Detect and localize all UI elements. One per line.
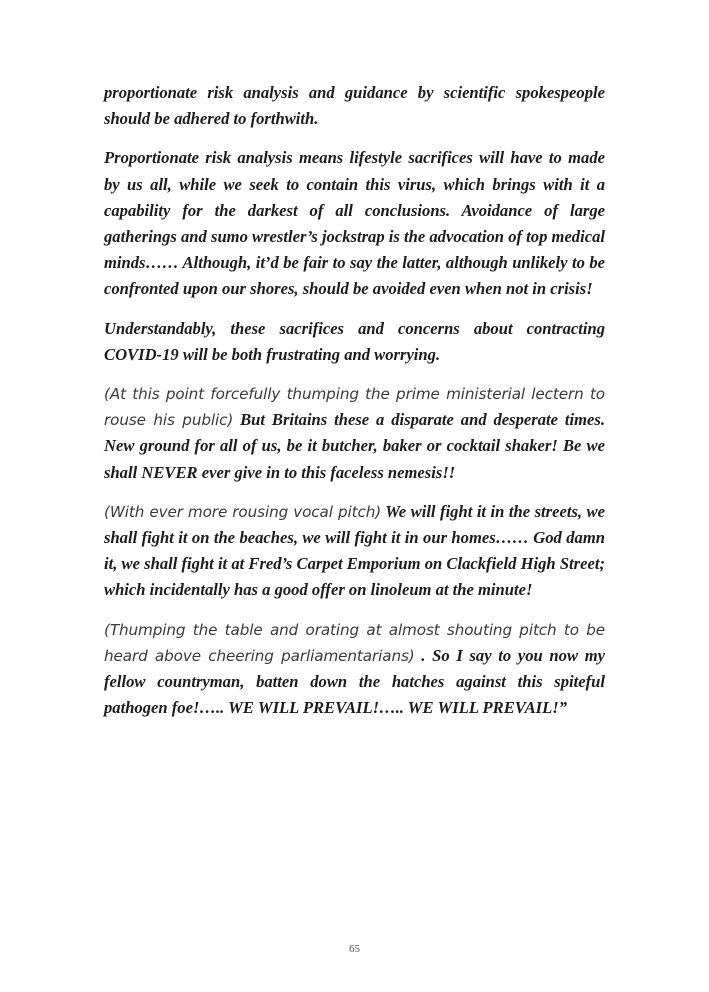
bold-text: But Britains these a disparate and desperate times. New ground for all of us, be it butcher, baker or cocktail shaker! Be we shall NEVER ever give in to this faceless nemesis!! xyxy=(104,410,605,482)
bold-text: . So I say to you now my fellow countryman, batten down the hatches against this spiteful pathogen foe!….. WE WILL PREVAIL!….. WE WILL PREVAIL!” xyxy=(104,645,605,718)
paragraph-5 xyxy=(104,499,605,604)
page-number: 65 xyxy=(349,943,360,955)
stage-direction: (With ever more rousing vocal pitch) xyxy=(104,502,382,521)
stage-direction: (Thumping the table and orating at almost shouting pitch to be heard above cheering parliamentarians) xyxy=(104,620,605,665)
paragraph-3 xyxy=(104,316,605,368)
paragraph-6 xyxy=(104,617,605,722)
bold-text: Proportionate risk analysis means lifestyle sacrifices will have to made by us all, while we seek to contain this virus, which brings with it a capability for the darkest of all conclusions. Avoidance of large gatherings and sumo wrestler’s jockstrap is the advocation of top medical minds…… Although, it’d be fair to say the latter, although unlikely to be confronted upon our shores, should be avoided even when not in crisis! xyxy=(104,148,605,299)
paragraph-2 xyxy=(104,145,605,302)
stage-direction: (At this point forcefully thumping the prime ministerial lectern to rouse his public) xyxy=(104,385,605,430)
bold-text: We will fight it in the streets, we shall fight it on the beaches, we will fight it in our homes…… God damn it, we shall fight it at Fred’s Carpet Emporium on Clackfield High Street; which incidentally has a good offer on linoleum at the minute! xyxy=(104,501,605,600)
bold-text: proportionate risk analysis and guidance by scientific spokespeople should be adhered to forthwith. xyxy=(104,83,605,129)
bold-text: Understandably, these sacrifices and concerns about contracting COVID-19 will be both frustrating and worrying. xyxy=(104,318,605,364)
paragraph-4 xyxy=(104,381,605,486)
paragraph-1 xyxy=(104,80,605,132)
page-body xyxy=(104,80,605,734)
